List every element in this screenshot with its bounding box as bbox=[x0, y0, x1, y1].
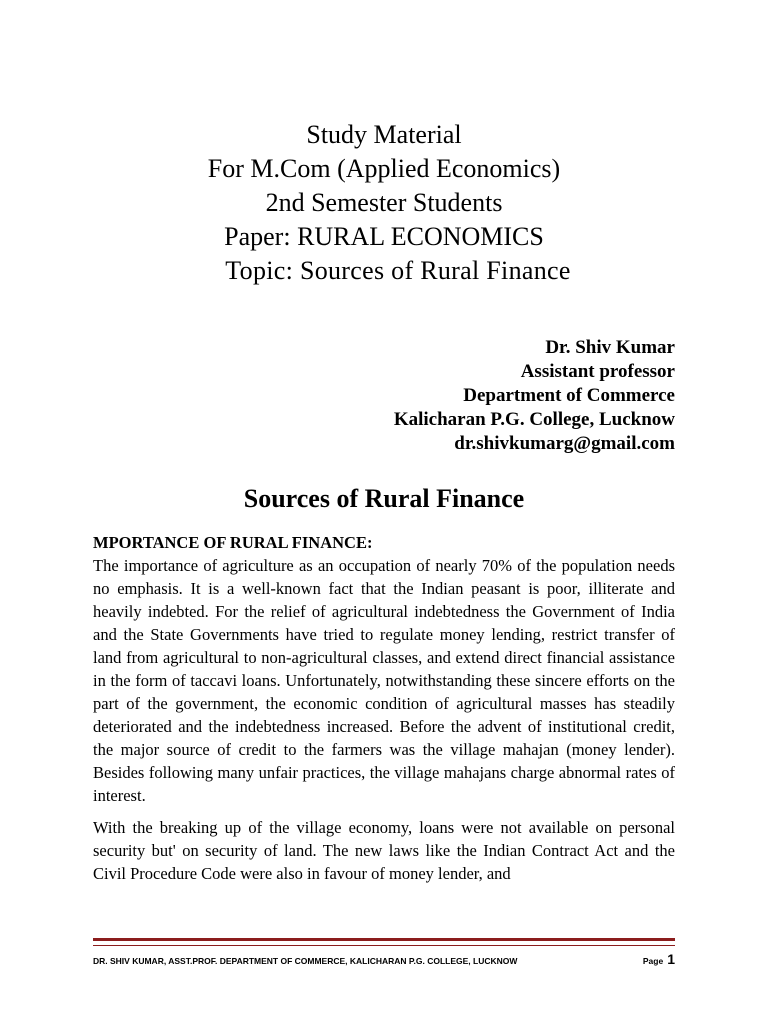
paragraph-1: The importance of agriculture as an occupation of nearly 70% of the population needs no emphasis. It is a well-known fact that the Indian peasant is poor, illiterate and heavily indebted. For the relief of agricultural indebtedness the Government of India and the State Governments have tried to regulate money lending, restrict transfer of land from agricultural to non-agricultural classes, and extend direct financial assistance in the form of taccavi loans. Unfortunately, notwithstanding these sincere efforts on the part of the government, the economic condition of agricultural masses has steadily deteriorated and the indebtedness increased. Before the advent of institutional credit, the major source of credit to the farmers was the village mahajan (money lender). Besides following many unfair practices, the village mahajans charge abnormal rates of interest. bbox=[93, 556, 675, 805]
subheading: MPORTANCE OF RURAL FINANCE: bbox=[93, 533, 373, 552]
author-department: Department of Commerce bbox=[463, 385, 675, 406]
title-line-semester: 2nd Semester Students bbox=[265, 188, 503, 217]
footer-text: DR. SHIV KUMAR, ASST.PROF. DEPARTMENT OF COMMERCE, KALICHARAN P.G. COLLEGE, LUCKNOW bbox=[93, 956, 518, 966]
footer-rule bbox=[93, 938, 675, 946]
page-label: Page bbox=[642, 956, 664, 966]
paragraph-2: With the breaking up of the village economy, loans were not available on personal security but' on security of land. The new laws like the Indian Contract Act and the Civil Procedure Code were also in favour of money lender, and bbox=[93, 818, 675, 883]
title-line-topic: Topic: Sources of Rural Finance bbox=[225, 256, 571, 285]
document-title-block bbox=[0, 118, 768, 288]
title-line-course: For M.Com (Applied Economics) bbox=[207, 154, 561, 183]
page-footer bbox=[93, 951, 675, 967]
body-text bbox=[93, 532, 675, 894]
author-college: Kalicharan P.G. College, Lucknow bbox=[393, 409, 675, 430]
author-email: dr.shivkumarg@gmail.com bbox=[454, 433, 675, 454]
page-indicator bbox=[643, 951, 675, 967]
author-block bbox=[394, 336, 675, 456]
author-designation: Assistant professor bbox=[520, 361, 675, 382]
title-line-study-material: Study Material bbox=[306, 120, 462, 149]
page-number: 1 bbox=[667, 951, 675, 967]
section-heading: Sources of Rural Finance bbox=[243, 484, 525, 513]
author-name: Dr. Shiv Kumar bbox=[545, 337, 675, 358]
title-line-paper: Paper: RURAL ECONOMICS bbox=[224, 222, 544, 251]
